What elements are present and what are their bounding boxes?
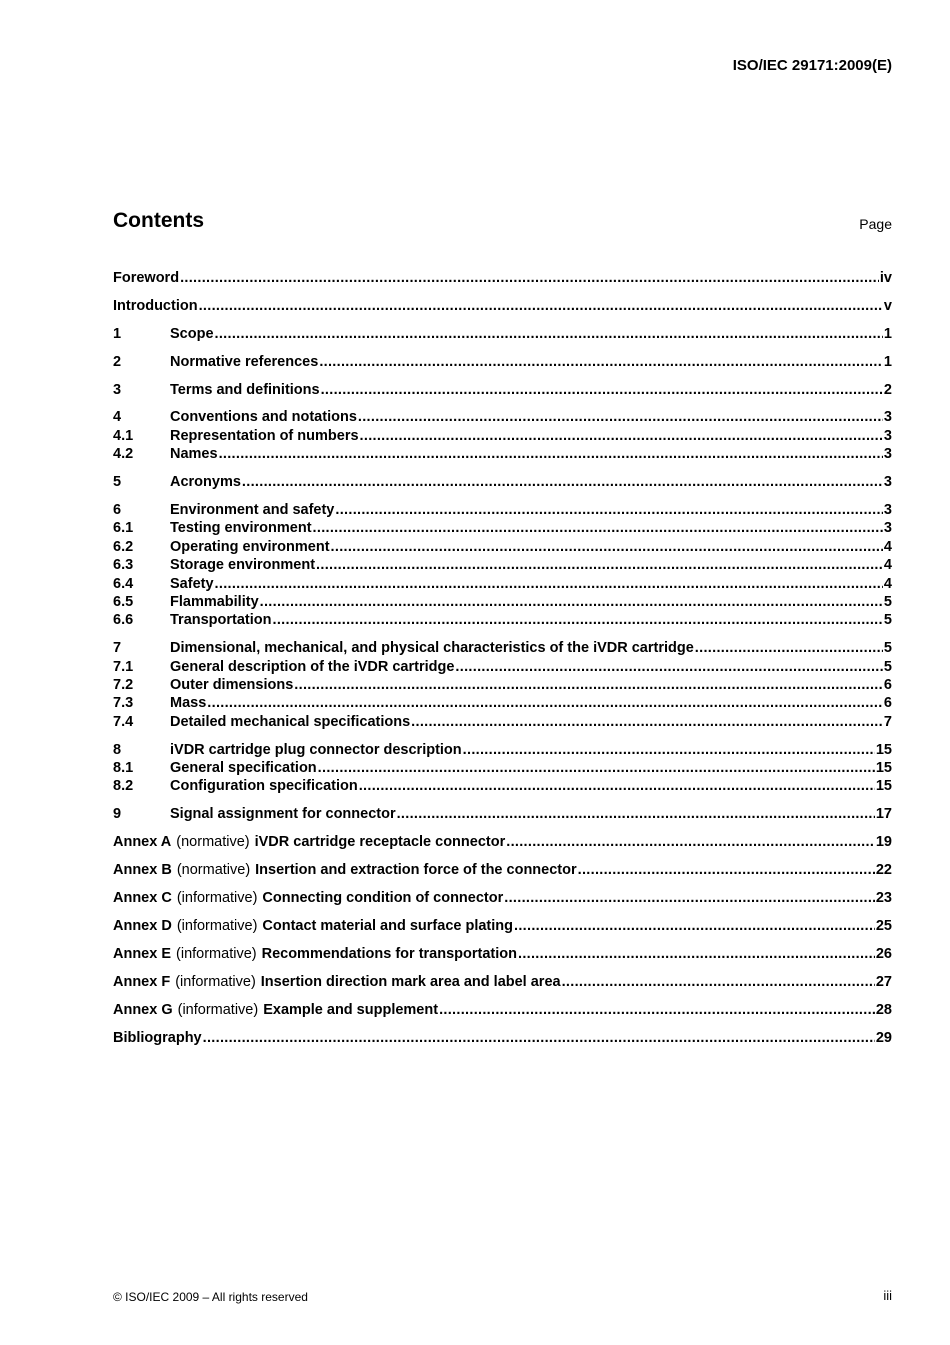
- toc-entry-page: 4: [883, 557, 892, 574]
- toc-dot-leader: [695, 639, 883, 657]
- toc-entry-title: Outer dimensions: [170, 677, 294, 694]
- toc-entry-page: 3: [883, 446, 892, 463]
- toc-entry-page: 15: [875, 760, 892, 777]
- toc-entry-page: 1: [883, 353, 892, 370]
- toc-entry-page: 7: [883, 713, 892, 730]
- toc-group: [113, 1001, 892, 1019]
- toc-entry-number: 2: [113, 353, 122, 370]
- toc-annex-label: Annex D: [113, 917, 172, 934]
- toc-dot-leader: [316, 556, 883, 574]
- toc-dot-leader: [219, 445, 883, 463]
- toc-entry-number: 6.2: [113, 538, 134, 555]
- toc-entry[interactable]: [113, 741, 892, 759]
- toc-dot-leader: [439, 1001, 875, 1019]
- toc-dot-leader: [562, 973, 875, 991]
- toc-dot-leader: [455, 658, 883, 676]
- toc-entry-title: Bibliography: [113, 1029, 202, 1046]
- document-id: ISO/IEC 29171:2009(E): [732, 57, 892, 74]
- toc-entry-title: Conventions and notations: [170, 409, 357, 426]
- toc-dot-leader: [273, 611, 883, 629]
- toc-annex-label: Annex E: [113, 945, 172, 962]
- toc-entry-number: 6.6: [113, 612, 134, 629]
- toc-entry[interactable]: [113, 861, 892, 879]
- toc-entry-page: 5: [883, 640, 892, 657]
- toc-entry-title: Example and supplement: [263, 1001, 439, 1018]
- toc-entry[interactable]: [113, 676, 892, 694]
- toc-entry[interactable]: [113, 427, 892, 445]
- toc-dot-leader: [318, 759, 875, 777]
- toc-entry-page: 15: [875, 741, 892, 758]
- toc-entry-title: Normative references: [170, 353, 319, 370]
- toc-annex-kind: (informative): [177, 1001, 259, 1018]
- toc-entry[interactable]: [113, 519, 892, 537]
- toc-entry-page: 22: [875, 862, 892, 879]
- toc-entry-title: Connecting condition of connector: [262, 890, 504, 907]
- toc-entry-page: 15: [875, 778, 892, 795]
- toc-entry[interactable]: [113, 1029, 892, 1047]
- toc-entry-page: 23: [875, 890, 892, 907]
- toc-entry-number: 7.1: [113, 658, 134, 675]
- toc-entry-title: Terms and definitions: [170, 381, 320, 398]
- toc-dot-leader: [260, 593, 883, 611]
- toc-dot-leader: [397, 805, 875, 823]
- toc-entry-title: Introduction: [113, 297, 198, 314]
- toc-entry[interactable]: [113, 556, 892, 574]
- toc-entry-title: Operating environment: [170, 538, 330, 555]
- toc-group: [113, 408, 892, 463]
- toc-entry[interactable]: [113, 889, 892, 907]
- toc-entry-title: Insertion and extraction force of the connector: [255, 862, 577, 879]
- toc-entry-page: 1: [883, 325, 892, 342]
- toc-entry-page: 5: [883, 593, 892, 610]
- toc-annex-kind: (normative): [176, 862, 251, 879]
- toc-entry-title: iVDR cartridge receptacle connector: [254, 834, 506, 851]
- toc-group: [113, 639, 892, 731]
- toc-entry-page: 3: [883, 427, 892, 444]
- toc-entry-number: 4.1: [113, 427, 134, 444]
- toc-dot-leader: [180, 269, 879, 287]
- toc-entry[interactable]: [113, 473, 892, 491]
- toc-entry-title: Foreword: [113, 270, 180, 286]
- toc-entry[interactable]: [113, 694, 892, 712]
- toc-entry-page: 17: [875, 806, 892, 823]
- toc-entry-page: 28: [875, 1001, 892, 1018]
- toc-entry[interactable]: [113, 611, 892, 629]
- toc-group: [113, 741, 892, 796]
- toc-entry-page: 6: [883, 695, 892, 712]
- toc-annex-kind: (informative): [175, 973, 256, 990]
- toc-entry-page: 3: [883, 474, 892, 491]
- toc-group: [113, 917, 892, 935]
- toc-entry-number: 7: [113, 640, 122, 657]
- toc-entry-page: 5: [883, 612, 892, 629]
- toc-entry-title: General specification: [170, 760, 317, 777]
- toc-dot-leader: [506, 833, 875, 851]
- toc-entry[interactable]: [113, 917, 892, 935]
- toc-dot-leader: [313, 519, 883, 537]
- toc-group: [113, 353, 892, 371]
- toc-dot-leader: [578, 861, 875, 879]
- toc-dot-leader: [207, 694, 883, 712]
- toc-dot-leader: [335, 501, 883, 519]
- toc-entry-title: Recommendations for transportation: [261, 945, 517, 962]
- table-of-contents: [113, 269, 892, 1047]
- toc-annex-label: Annex F: [113, 973, 171, 990]
- toc-dot-leader: [514, 917, 875, 935]
- toc-entry-title: Representation of numbers: [170, 427, 359, 444]
- toc-entry[interactable]: [113, 575, 892, 593]
- toc-entry-title: Configuration specification: [170, 778, 358, 795]
- toc-annex-label: Annex G: [113, 1001, 173, 1018]
- toc-entry-title: Contact material and surface plating: [262, 917, 513, 934]
- toc-group: [113, 889, 892, 907]
- toc-entry-page: 29: [875, 1029, 892, 1046]
- toc-entry[interactable]: [113, 445, 892, 463]
- toc-entry-number: 4: [113, 409, 122, 426]
- toc-entry-page: 3: [883, 409, 892, 426]
- toc-dot-leader: [321, 381, 883, 399]
- toc-entry-title: Dimensional, mechanical, and physical characteristics of the iVDR cartridge: [170, 640, 694, 657]
- toc-group: [113, 833, 892, 851]
- toc-entry-page: 5: [883, 658, 892, 675]
- toc-group: [113, 269, 892, 287]
- toc-dot-leader: [294, 676, 883, 694]
- toc-entry[interactable]: [113, 381, 892, 399]
- page-title: Contents: [113, 209, 204, 232]
- toc-entry-page: 26: [875, 945, 892, 962]
- toc-entry[interactable]: [113, 777, 892, 795]
- toc-entry-number: 8.1: [113, 760, 134, 777]
- toc-annex-label: Annex B: [113, 862, 172, 879]
- toc-dot-leader: [359, 777, 875, 795]
- toc-entry-page: 27: [875, 973, 892, 990]
- toc-dot-leader: [199, 297, 883, 315]
- copyright-notice: © ISO/IEC 2009 – All rights reserved: [113, 1290, 308, 1304]
- toc-entry-title: Acronyms: [170, 474, 241, 491]
- toc-entry-number: 4.2: [113, 446, 134, 463]
- toc-entry-number: 6.5: [113, 593, 134, 610]
- toc-entry-title: Signal assignment for connector: [170, 806, 396, 823]
- toc-entry-title: Flammability: [170, 593, 259, 610]
- toc-entry[interactable]: [113, 805, 892, 823]
- page-number: iii: [883, 1288, 892, 1303]
- toc-entry[interactable]: [113, 325, 892, 343]
- toc-annex-kind: (informative): [176, 917, 258, 934]
- toc-entry-number: 3: [113, 381, 122, 398]
- toc-entry[interactable]: [113, 833, 892, 851]
- toc-entry[interactable]: [113, 973, 892, 991]
- toc-entry[interactable]: [113, 713, 892, 731]
- toc-dot-leader: [331, 538, 883, 556]
- toc-entry-title: General description of the iVDR cartridge: [170, 658, 455, 675]
- toc-dot-leader: [358, 408, 883, 426]
- toc-annex-kind: (informative): [176, 890, 258, 907]
- toc-entry[interactable]: [113, 945, 892, 963]
- toc-entry-page: iv: [879, 270, 892, 286]
- toc-entry-title: Transportation: [170, 612, 272, 629]
- toc-entry[interactable]: [113, 408, 892, 426]
- toc-entry-number: 5: [113, 474, 122, 491]
- toc-group: [113, 861, 892, 879]
- toc-entry-title: iVDR cartridge plug connector description: [170, 741, 462, 758]
- toc-entry[interactable]: [113, 759, 892, 777]
- toc-entry[interactable]: [113, 353, 892, 371]
- toc-entry-page: v: [883, 297, 892, 314]
- toc-entry-title: Environment and safety: [170, 502, 335, 519]
- toc-group: [113, 805, 892, 823]
- toc-entry[interactable]: [113, 501, 892, 519]
- toc-entry[interactable]: [113, 538, 892, 556]
- toc-entry-page: 3: [883, 502, 892, 519]
- toc-dot-leader: [360, 427, 883, 445]
- toc-entry-number: 7.4: [113, 713, 134, 730]
- toc-entry-page: 3: [883, 520, 892, 537]
- toc-entry[interactable]: [113, 269, 892, 287]
- toc-dot-leader: [319, 353, 883, 371]
- toc-group: [113, 1029, 892, 1047]
- toc-group: [113, 945, 892, 963]
- toc-entry-title: Detailed mechanical specifications: [170, 713, 411, 730]
- toc-dot-leader: [215, 325, 883, 343]
- toc-entry-number: 7.3: [113, 695, 134, 712]
- toc-group: [113, 297, 892, 315]
- toc-group: [113, 325, 892, 343]
- toc-entry-page: 2: [883, 381, 892, 398]
- toc-entry-page: 6: [883, 677, 892, 694]
- toc-annex-kind: (normative): [176, 834, 250, 851]
- toc-group: [113, 473, 892, 491]
- toc-annex-kind: (informative): [176, 945, 257, 962]
- toc-entry[interactable]: [113, 1001, 892, 1019]
- toc-entry[interactable]: [113, 297, 892, 315]
- toc-entry-title: Scope: [170, 325, 214, 342]
- toc-dot-leader: [215, 575, 883, 593]
- page-column-label: Page: [859, 216, 892, 232]
- toc-entry-number: 9: [113, 806, 122, 823]
- toc-entry-number: 6: [113, 502, 122, 519]
- toc-entry-number: 7.2: [113, 677, 134, 694]
- toc-entry-number: 1: [113, 325, 122, 342]
- toc-entry-number: 6.3: [113, 557, 134, 574]
- toc-dot-leader: [518, 945, 875, 963]
- toc-entry-number: 6.4: [113, 575, 134, 592]
- toc-entry-title: Safety: [170, 575, 214, 592]
- toc-group: [113, 973, 892, 991]
- toc-entry-title: Insertion direction mark area and label area: [260, 973, 561, 990]
- toc-entry[interactable]: [113, 639, 892, 657]
- toc-entry-title: Testing environment: [170, 520, 312, 537]
- toc-group: [113, 381, 892, 399]
- toc-entry-title: Storage environment: [170, 557, 316, 574]
- toc-dot-leader: [203, 1029, 875, 1047]
- toc-dot-leader: [242, 473, 883, 491]
- toc-entry[interactable]: [113, 658, 892, 676]
- toc-annex-label: Annex C: [113, 890, 172, 907]
- toc-dot-leader: [463, 741, 875, 759]
- toc-dot-leader: [411, 713, 883, 731]
- toc-entry-page: 19: [875, 834, 892, 851]
- toc-entry-page: 4: [883, 575, 892, 592]
- toc-entry-title: Mass: [170, 695, 207, 712]
- toc-entry-page: 4: [883, 538, 892, 555]
- toc-annex-label: Annex A: [113, 834, 172, 851]
- toc-entry-number: 8.2: [113, 778, 134, 795]
- toc-dot-leader: [504, 889, 875, 907]
- toc-entry-number: 8: [113, 741, 122, 758]
- toc-entry-number: 6.1: [113, 520, 134, 537]
- toc-entry[interactable]: [113, 593, 892, 611]
- toc-entry-title: Names: [170, 446, 218, 463]
- toc-entry-page: 25: [875, 917, 892, 934]
- toc-group: [113, 501, 892, 630]
